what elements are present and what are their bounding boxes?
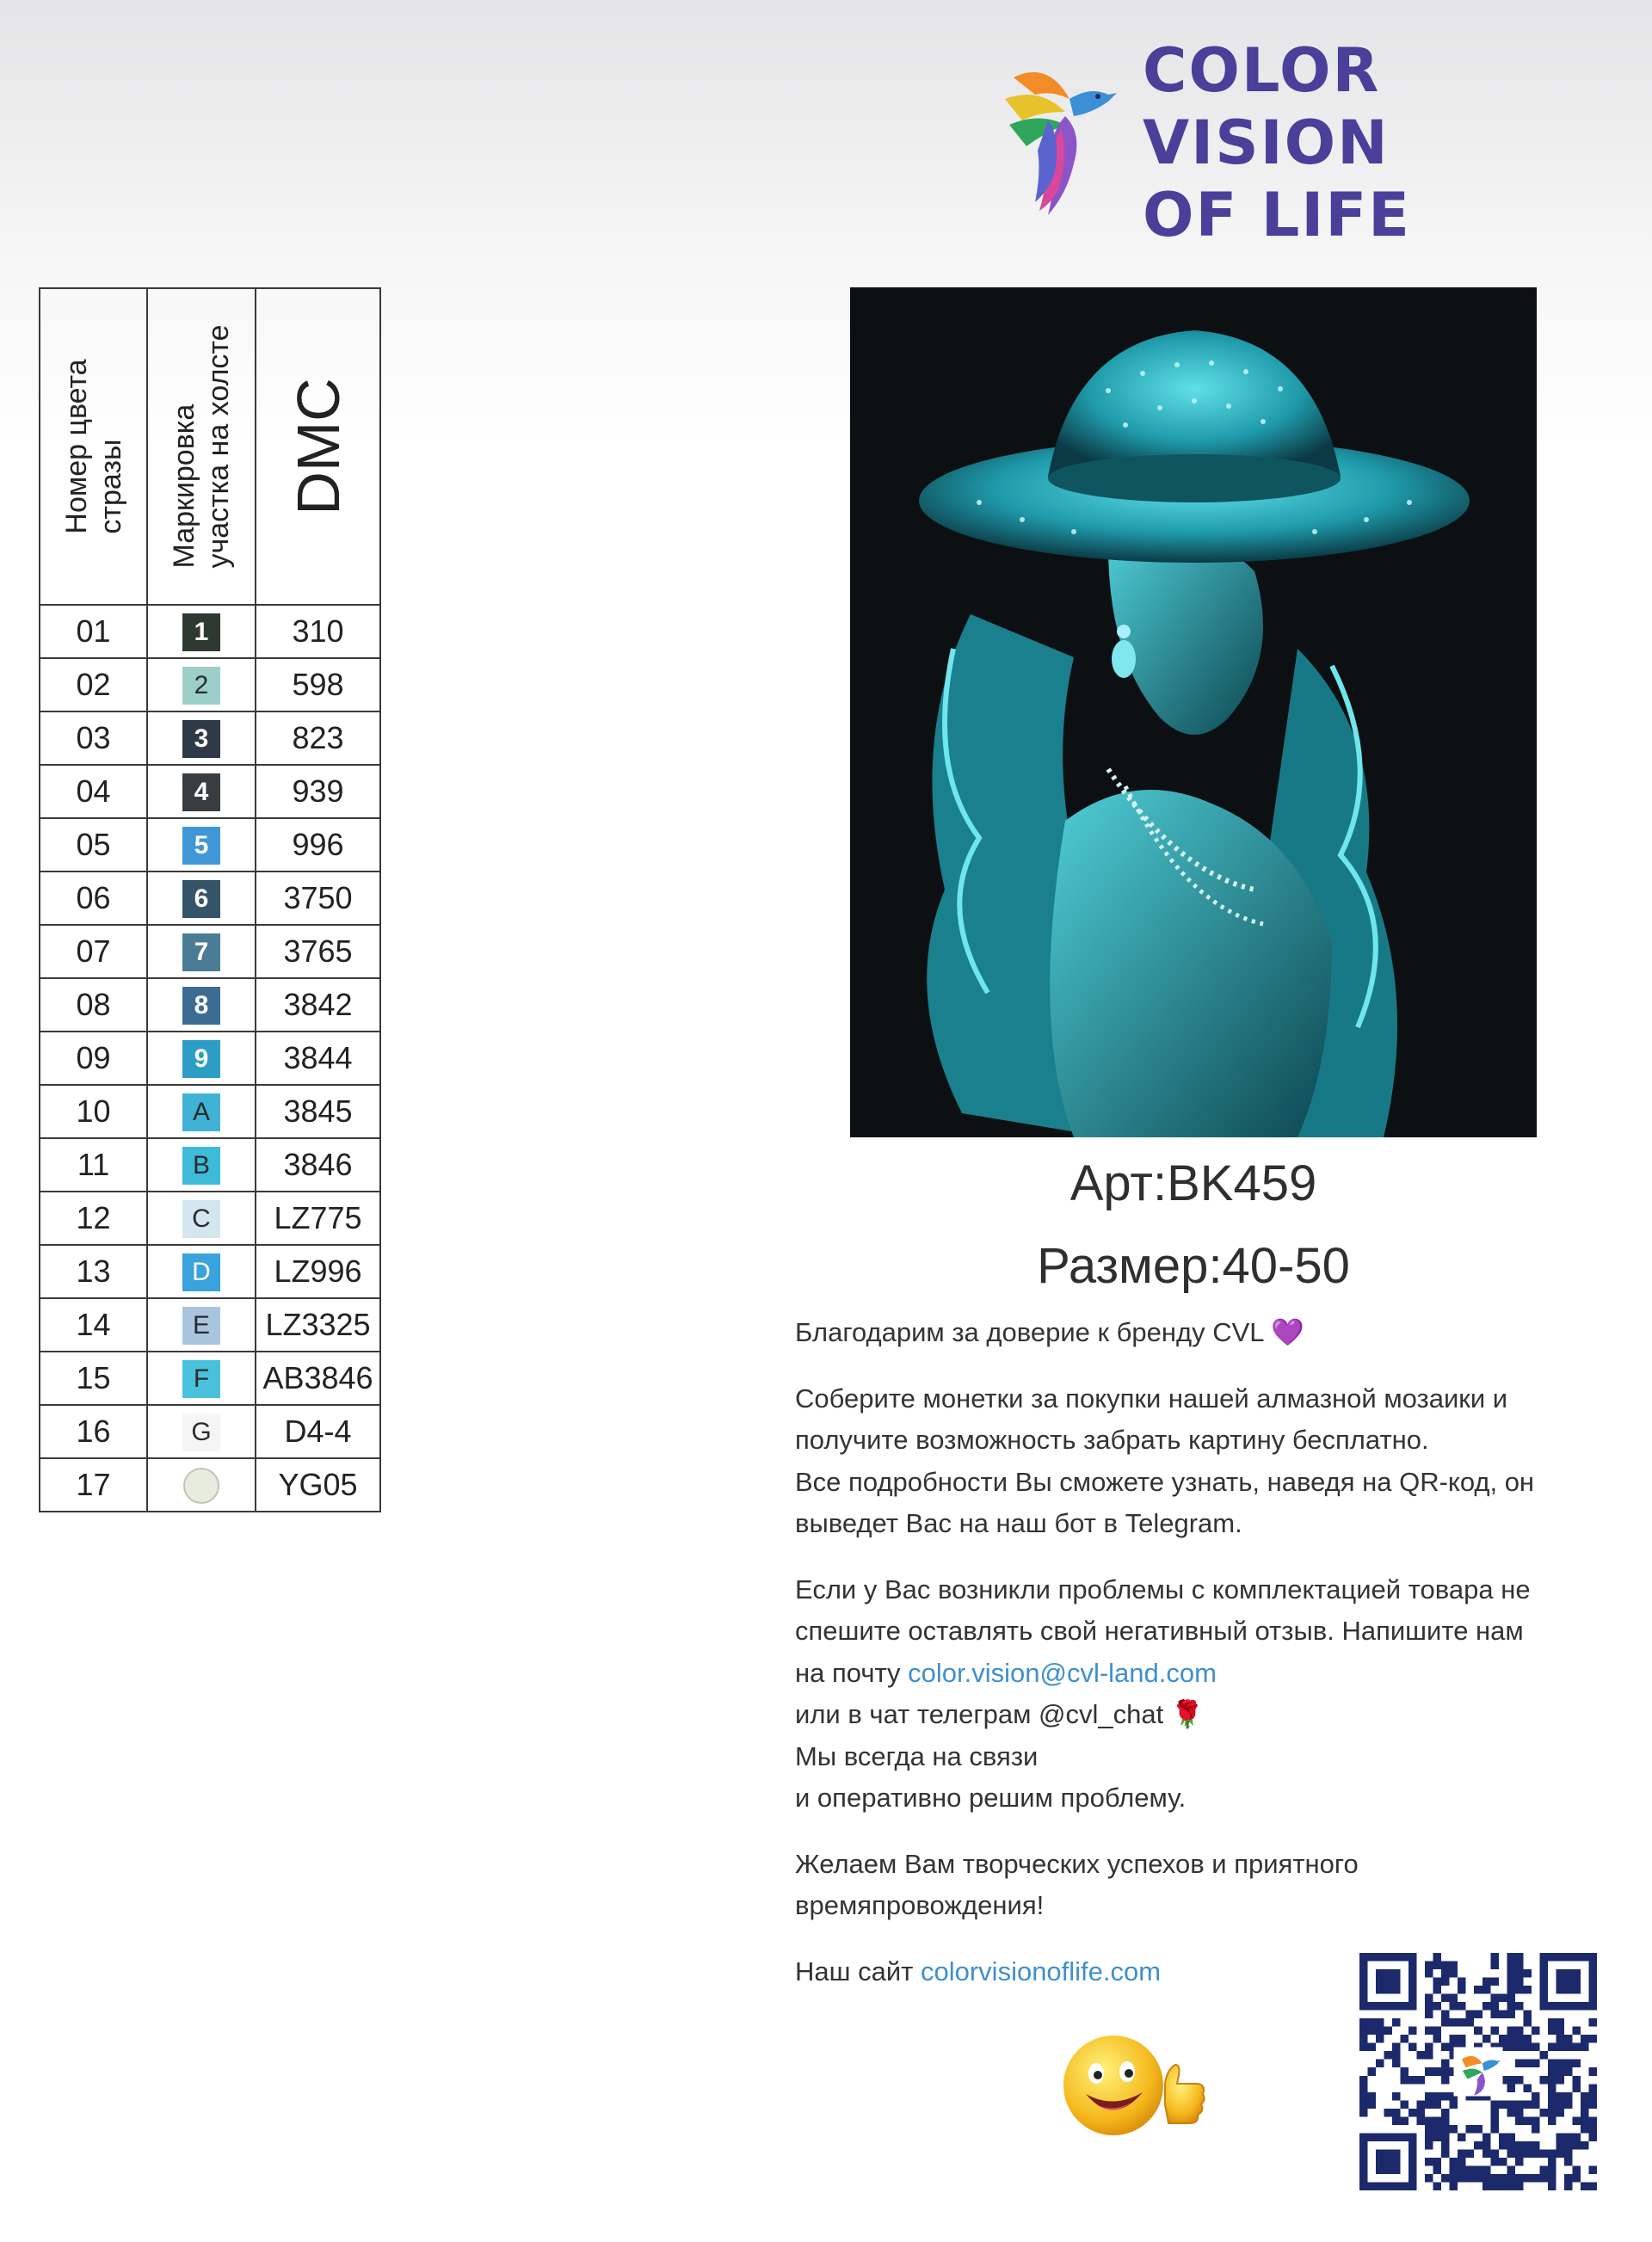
- article-number: Арт:BK459: [1069, 1155, 1317, 1211]
- color-swatch: G: [182, 1414, 220, 1451]
- dmc-code-cell: LZ996: [256, 1245, 380, 1298]
- color-swatch: F: [182, 1360, 220, 1398]
- coins-paragraph: [795, 1378, 1621, 1545]
- smiley-thumbs-up-icon: [1060, 2030, 1215, 2142]
- coins-line-2: получите возможность забрать картину бесплатно.: [795, 1425, 1429, 1455]
- info-text: [795, 1312, 1621, 2017]
- coins-line-1: Соберите монетки за покупки нашей алмазной мозаики и: [795, 1383, 1508, 1414]
- marking-cell: [147, 1245, 256, 1298]
- table-row: [40, 872, 380, 925]
- table-row: [40, 1458, 380, 1512]
- color-swatch: 9: [182, 1040, 220, 1078]
- table-header-row: [40, 288, 380, 605]
- dmc-code-cell: LZ3325: [256, 1298, 380, 1352]
- product-size: Размер:40-50: [1037, 1238, 1350, 1294]
- dmc-code-cell: 3842: [256, 978, 380, 1032]
- color-swatch: 4: [182, 773, 220, 811]
- dmc-code-cell: 598: [256, 658, 380, 711]
- marking-cell: [147, 1298, 256, 1352]
- dmc-code-cell: 823: [256, 711, 380, 765]
- stone-number-cell: 08: [40, 978, 147, 1032]
- color-swatch: 6: [182, 880, 220, 918]
- coins-line-4: выведет Вас на наш бот в Telegram.: [795, 1508, 1242, 1538]
- stone-number-cell: 04: [40, 765, 147, 818]
- marking-cell: [147, 872, 256, 925]
- header-canvas-marking-line-1: Маркировка: [168, 403, 200, 569]
- color-swatch: B: [182, 1147, 220, 1185]
- table-row: [40, 605, 380, 658]
- stone-number-cell: 06: [40, 872, 147, 925]
- wish-paragraph: [795, 1844, 1621, 1927]
- problems-line-4: Мы всегда на связи: [795, 1740, 1039, 1771]
- table-row: [40, 711, 380, 765]
- color-chart-table: [39, 287, 381, 1512]
- stone-number-cell: 12: [40, 1192, 147, 1245]
- brand-logo: [988, 34, 1411, 250]
- product-image: [850, 287, 1537, 1137]
- table-row: [40, 658, 380, 711]
- marking-cell: [147, 978, 256, 1032]
- problems-line-1: Если у Вас возникли проблемы с комплектацией товара не: [795, 1574, 1531, 1605]
- dmc-code-cell: 3844: [256, 1032, 380, 1085]
- dmc-code-cell: AB3846: [256, 1352, 380, 1405]
- color-swatch: 7: [182, 933, 220, 971]
- site-prefix: Наш сайт: [795, 1956, 921, 1986]
- marking-cell: [147, 765, 256, 818]
- dmc-code-cell: 310: [256, 605, 380, 658]
- marking-cell: [147, 1085, 256, 1138]
- dmc-code-cell: 3765: [256, 925, 380, 978]
- dmc-code-cell: 996: [256, 818, 380, 872]
- marking-cell: [147, 1352, 256, 1405]
- problems-line-2: спешите оставлять свой негативный отзыв. Напишите нам: [795, 1616, 1524, 1646]
- thanks-paragraph: Благодарим за доверие к бренду CVL 💜: [795, 1317, 1304, 1347]
- problems-paragraph: [795, 1569, 1621, 1820]
- marking-cell: [147, 1458, 256, 1512]
- marking-cell: [147, 925, 256, 978]
- table-row: [40, 925, 380, 978]
- stone-number-cell: 03: [40, 711, 147, 765]
- problems-mail-prefix: на почту: [795, 1657, 909, 1688]
- table-row: [40, 765, 380, 818]
- color-swatch: A: [182, 1093, 220, 1131]
- table-row: [40, 1032, 380, 1085]
- marking-cell: [147, 1032, 256, 1085]
- wish-line-1: Желаем Вам творческих успехов и приятного: [795, 1848, 1359, 1879]
- color-chart-body: [40, 605, 380, 1512]
- logo-wordmark: [1143, 34, 1411, 251]
- dmc-code-cell: LZ775: [256, 1192, 380, 1245]
- table-row: [40, 1405, 380, 1458]
- dmc-code-cell: YG05: [256, 1458, 380, 1512]
- color-swatch: D: [182, 1253, 220, 1291]
- dmc-code-cell: D4-4: [256, 1405, 380, 1458]
- color-swatch-circle: [183, 1468, 219, 1504]
- problems-chat-line: или в чат телеграм @cvl_chat 🌹: [795, 1699, 1205, 1729]
- header-canvas-marking: [147, 288, 256, 605]
- header-stone-number-line-1: Номер цвета: [59, 359, 93, 534]
- logo-line-2: VISION: [1143, 108, 1390, 178]
- stone-number-cell: 10: [40, 1085, 147, 1138]
- stone-number-cell: 02: [40, 658, 147, 711]
- table-row: [40, 1352, 380, 1405]
- stone-number-cell: 17: [40, 1458, 147, 1512]
- marking-cell: [147, 1192, 256, 1245]
- color-swatch: C: [182, 1200, 220, 1238]
- stone-number-cell: 15: [40, 1352, 147, 1405]
- header-stone-number: [40, 288, 147, 605]
- stone-number-cell: 13: [40, 1245, 147, 1298]
- stone-number-cell: 16: [40, 1405, 147, 1458]
- dmc-code-cell: 939: [256, 765, 380, 818]
- color-swatch: 1: [182, 613, 220, 651]
- color-swatch: 8: [182, 987, 220, 1025]
- logo-line-1: COLOR: [1143, 35, 1381, 106]
- stone-number-cell: 14: [40, 1298, 147, 1352]
- hummingbird-icon: [988, 52, 1117, 224]
- header-canvas-marking-line-2: участка на холсте: [202, 324, 235, 569]
- marking-cell: [147, 711, 256, 765]
- stone-number-cell: 09: [40, 1032, 147, 1085]
- marking-cell: [147, 1138, 256, 1192]
- stone-number-cell: 01: [40, 605, 147, 658]
- logo-line-3: OF LIFE: [1143, 180, 1411, 250]
- woman-in-hat-illustration: [850, 287, 1537, 1137]
- color-swatch: 5: [182, 827, 220, 865]
- site-link[interactable]: colorvisionoflife.com: [920, 1956, 1162, 1986]
- marking-cell: [147, 818, 256, 872]
- dmc-code-cell: 3845: [256, 1085, 380, 1138]
- wish-line-2: времяпровождения!: [795, 1890, 1045, 1920]
- dmc-code-cell: 3846: [256, 1138, 380, 1192]
- table-row: [40, 1085, 380, 1138]
- table-row: [40, 818, 380, 872]
- table-row: [40, 978, 380, 1032]
- color-swatch: E: [182, 1307, 220, 1345]
- stone-number-cell: 11: [40, 1138, 147, 1192]
- email-link[interactable]: color.vision@cvl-land.com: [908, 1657, 1217, 1688]
- header-dmc-label: DMC: [284, 378, 352, 515]
- stone-number-cell: 07: [40, 925, 147, 978]
- table-row: [40, 1298, 380, 1352]
- color-swatch: 2: [182, 667, 220, 705]
- table-row: [40, 1245, 380, 1298]
- dmc-code-cell: 3750: [256, 872, 380, 925]
- problems-line-5: и оперативно решим проблему.: [795, 1783, 1187, 1813]
- qr-code-icon: [1358, 1953, 1599, 2190]
- marking-cell: [147, 658, 256, 711]
- coins-line-3: Все подробности Вы сможете узнать, наведя на QR-код, он: [795, 1466, 1535, 1497]
- table-row: [40, 1192, 380, 1245]
- marking-cell: [147, 605, 256, 658]
- marking-cell: [147, 1405, 256, 1458]
- color-swatch: 3: [182, 720, 220, 758]
- header-stone-number-line-2: стразы: [94, 439, 127, 534]
- stone-number-cell: 05: [40, 818, 147, 872]
- header-dmc: [256, 288, 380, 605]
- table-row: [40, 1138, 380, 1192]
